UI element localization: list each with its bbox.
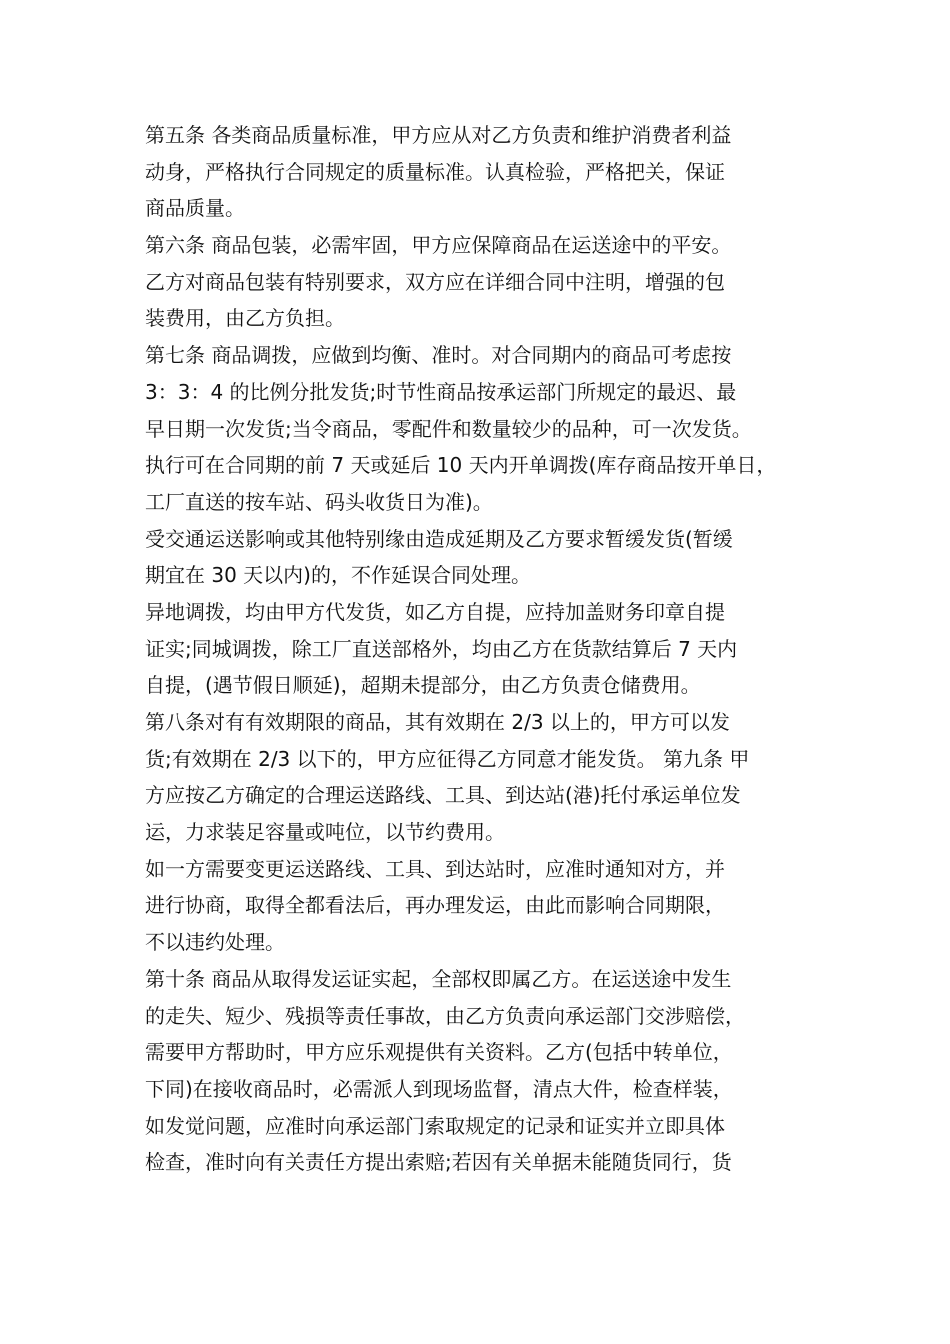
text-line: 执行可在合同期的前 7 天或延后 10 天内开单调拨(库存商品按开单日， xyxy=(145,453,777,478)
text-line: 第十条 商品从取得发运证实起，全部权即属乙方。在运送途中发生 xyxy=(145,966,732,991)
text-line: 3：3：4 的比例分批发货;时节性商品按承运部门所规定的最迟、最 xyxy=(145,379,737,404)
text-line: 工厂直送的按车站、码头收货日为准)。 xyxy=(145,489,493,514)
text-line: 如发觉问题，应准时向承运部门索取规定的记录和证实并立即具体 xyxy=(145,1113,725,1138)
text-line: 第五条 各类商品质量标准，甲方应从对乙方负责和维护消费者利益 xyxy=(145,123,732,147)
text-line: 货;有效期在 2/3 以下的，甲方应征得乙方同意才能发货。 第九条 甲 xyxy=(145,746,750,771)
text-line: 早日期一次发货;当令商品，零配件和数量较少的品种，可一次发货。 xyxy=(145,416,752,441)
text-line: 如一方需要变更运送路线、工具、到达站时，应准时通知对方，并 xyxy=(145,856,725,881)
text-line: 受交通运送影响或其他特别缘由造成延期及乙方要求暂缓发货(暂缓 xyxy=(145,526,733,551)
text-line: 进行协商，取得全都看法后，再办理发运，由此而影响合同期限， xyxy=(145,893,725,918)
text-line: 第七条 商品调拨，应做到均衡、准时。对合同期内的商品可考虑按 xyxy=(145,343,732,368)
text-line: 商品质量。 xyxy=(145,196,245,221)
text-line: 动身，严格执行合同规定的质量标准。认真检验，严格把关，保证 xyxy=(145,159,725,184)
text-line: 期宜在 30 天以内)的，不作延误合同处理。 xyxy=(145,563,531,588)
text-line: 乙方对商品包装有特别要求，双方应在详细合同中注明，增强的包 xyxy=(145,269,725,294)
text-line: 第六条 商品包装，必需牢固，甲方应保障商品在运送途中的平安。 xyxy=(145,233,732,258)
document-body xyxy=(145,117,820,1181)
text-line: 下同)在接收商品时，必需派人到现场监督，清点大件，检查样装， xyxy=(145,1076,733,1101)
text-line: 装费用，由乙方负担。 xyxy=(145,306,345,331)
text-line: 证实;同城调拨，除工厂直送部格外，均由乙方在货款结算后 7 天内 xyxy=(145,636,738,661)
text-line: 异地调拨，均由甲方代发货，如乙方自提，应持加盖财务印章自提 xyxy=(145,599,725,624)
text-line: 运，力求装足容量或吨位，以节约费用。 xyxy=(145,820,505,845)
text-line: 不以违约处理。 xyxy=(145,930,285,955)
text-line: 方应按乙方确定的合理运送路线、工具、到达站(港)托付承运单位发 xyxy=(145,783,741,808)
text-line: 第八条对有有效期限的商品，其有效期在 2/3 以上的，甲方可以发 xyxy=(145,710,730,734)
text-line: 检查，准时向有关责任方提出索赔;若因有关单据未能随货同行，货 xyxy=(145,1150,732,1175)
text-line: 需要甲方帮助时，甲方应乐观提供有关资料。乙方(包括中转单位， xyxy=(145,1040,733,1065)
text-line: 的走失、短少、残损等责任事故，由乙方负责向承运部门交涉赔偿， xyxy=(145,1003,745,1028)
text-line: 自提，(遇节假日顺延)，超期未提部分，由乙方负责仓储费用。 xyxy=(145,673,701,698)
